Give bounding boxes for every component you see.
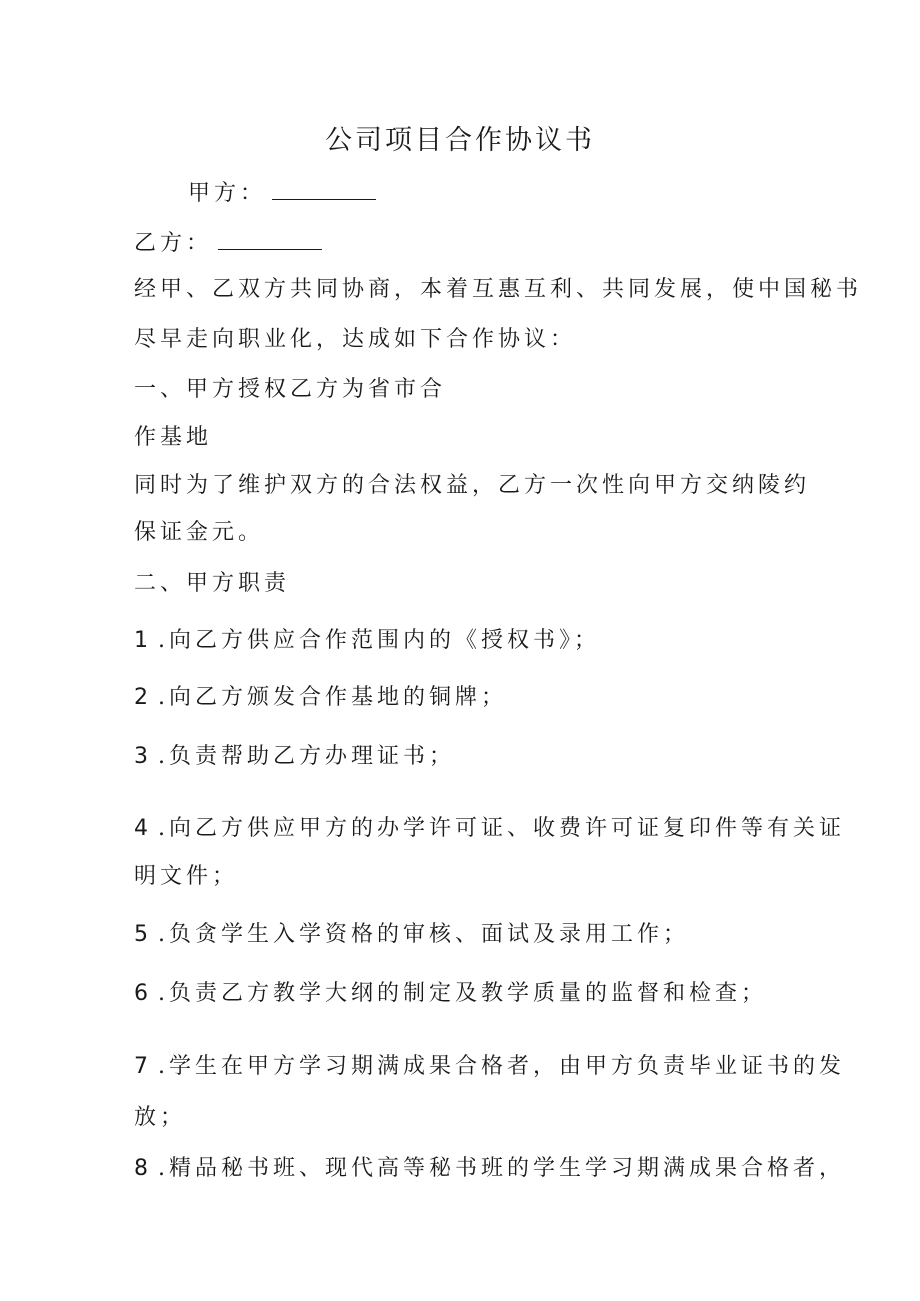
party-b-blank	[218, 229, 322, 250]
item-text: .负责乙方教学大纲的制定及教学质量的监督和检查；	[158, 981, 767, 1006]
item-text: .向乙方供应甲方的办学许可证、收费许可证复印件等有关证	[158, 816, 845, 841]
list-item	[134, 1049, 845, 1080]
list-item	[134, 623, 600, 654]
list-item	[134, 811, 845, 842]
item-text: .向乙方颁发合作基地的铜牌；	[158, 685, 507, 710]
section2-heading: 二、甲方职责	[134, 571, 291, 596]
item-text: .负责帮助乙方办理证书；	[158, 744, 455, 769]
list-item-continuation: 明文件；	[134, 864, 239, 889]
document-title: 公司项目合作协议书	[325, 125, 595, 156]
list-item	[134, 976, 767, 1007]
section1-line-2: 作基地	[134, 425, 213, 450]
section1-line-4: 保证金元。	[134, 520, 265, 545]
section1-line-1: 一、甲方授权乙方为省市合	[134, 377, 447, 402]
list-item-continuation: 放；	[134, 1105, 187, 1130]
list-item	[134, 917, 689, 948]
party-b-label: 乙方：	[134, 231, 213, 256]
item-number: 3	[134, 744, 150, 769]
intro-line-1: 经甲、乙双方共同协商，本着互惠互利、共同发展，使中国秘书	[134, 277, 863, 302]
item-number: 6	[134, 981, 150, 1006]
party-b-line	[134, 226, 322, 257]
item-text: .向乙方供应合作范围内的《授权书》；	[158, 628, 600, 653]
item-text: .精品秘书班、现代高等秘书班的学生学习期满成果合格者，	[158, 1156, 845, 1181]
item-text: .学生在甲方学习期满成果合格者，由甲方负责毕业证书的发	[158, 1054, 845, 1079]
item-number: 2	[134, 685, 150, 710]
party-a-label: 甲方：	[188, 181, 267, 206]
list-item	[134, 1151, 845, 1182]
list-item	[134, 680, 507, 711]
item-number: 7	[134, 1054, 150, 1079]
section1-line-3: 同时为了维护双方的合法权益，乙方一次性向甲方交纳陵约	[134, 473, 811, 498]
intro-line-2: 尽早走向职业化，达成如下合作协议：	[134, 327, 577, 352]
item-text: .负贪学生入学资格的审核、面试及录用工作；	[158, 922, 689, 947]
item-number: 1	[134, 628, 150, 653]
item-number: 8	[134, 1156, 150, 1181]
party-a-line	[188, 176, 376, 207]
item-number: 4	[134, 816, 150, 841]
item-number: 5	[134, 922, 150, 947]
party-a-blank	[272, 179, 376, 200]
list-item	[134, 739, 455, 770]
